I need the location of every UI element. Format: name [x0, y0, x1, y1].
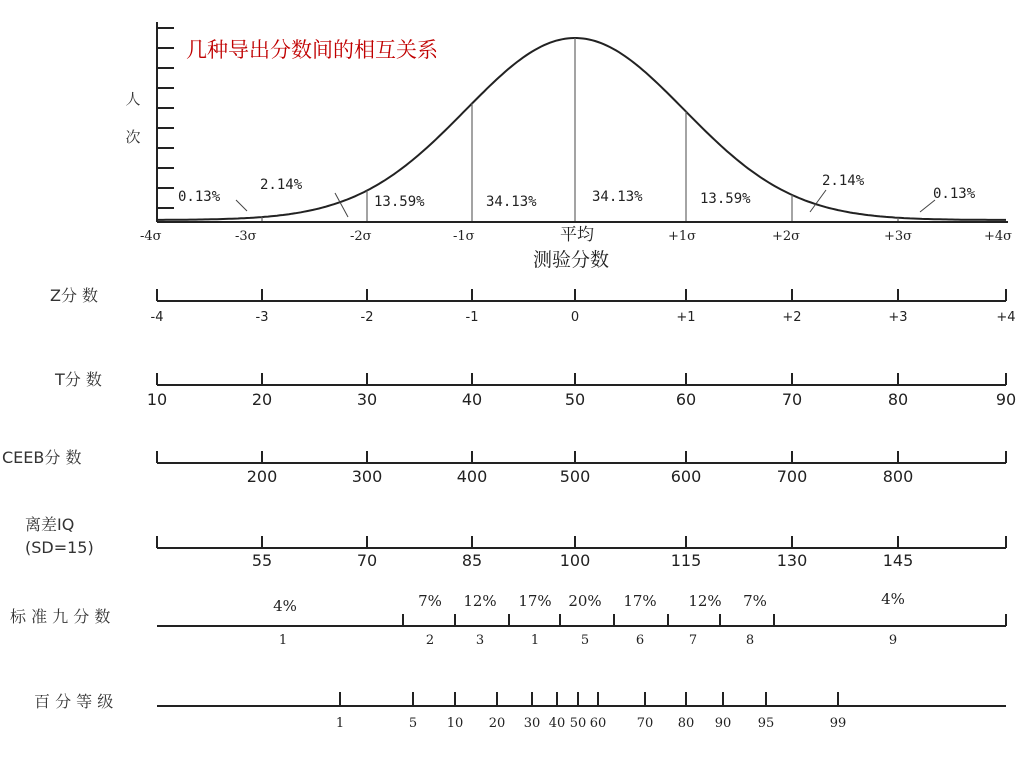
curve-y-ticks	[157, 28, 174, 208]
stanine-percent: 20%	[568, 592, 602, 610]
scale-tick-label: 500	[559, 467, 591, 486]
scale-tick-label: 200	[246, 467, 278, 486]
leader-line	[236, 200, 247, 211]
percentile-tick-label: 1	[335, 716, 345, 731]
percentile-tick-label: 90	[714, 716, 732, 731]
scale-tick-label: +1	[676, 310, 696, 325]
stanine-percent: 17%	[518, 592, 552, 610]
sigma-label: +3σ	[884, 229, 913, 244]
curve-y-label-char: 人	[125, 90, 141, 108]
scale-tick-label: 85	[461, 551, 483, 570]
scale-tick-label: 70	[356, 551, 378, 570]
scale-tick-label: 0	[570, 310, 580, 325]
percentile-tick-label: 30	[523, 716, 541, 731]
stanine-number: 1	[278, 633, 288, 648]
scale-tick-label: 115	[670, 551, 702, 570]
percentile-tick-label: 99	[829, 716, 847, 731]
scale-tick-label: +2	[782, 310, 802, 325]
percentile-tick-label: 10	[446, 716, 464, 731]
scale-tick-label: 300	[351, 467, 383, 486]
scale-tick-label: 145	[882, 551, 914, 570]
stanine-scale	[10, 590, 1006, 648]
sigma-label: -2σ	[350, 229, 372, 244]
stanine-number: 6	[635, 633, 645, 648]
percent-label: 13.59%	[700, 191, 751, 207]
curve-percents	[178, 173, 976, 210]
stanine-number: 8	[745, 633, 755, 648]
stanine-percent: 4%	[273, 597, 297, 615]
sd-divider-lines	[262, 38, 898, 221]
percent-label: 2.14%	[260, 177, 303, 193]
percent-label: 13.59%	[374, 194, 425, 210]
scale-tick-label: 55	[251, 551, 273, 570]
percentile-tick-label: 50	[569, 716, 587, 731]
leader-line	[810, 190, 826, 212]
percentile-label: 百 分 等 级	[34, 692, 114, 711]
scale-tick-label: 800	[882, 467, 914, 486]
stanine-percent: 7%	[743, 592, 767, 610]
sigma-label: -4σ	[140, 229, 162, 244]
scale-row	[50, 286, 1016, 325]
stanine-number: 9	[888, 633, 898, 648]
percentile-tick-label: 80	[677, 716, 695, 731]
scale-tick-label: 50	[564, 390, 586, 409]
stanine-label: 标 准 九 分 数	[10, 607, 111, 626]
scale-tick-label: -2	[360, 310, 374, 325]
stanine-percent: 7%	[418, 592, 442, 610]
percent-leader-lines	[236, 190, 935, 217]
scale-label: CEEB分 数	[2, 448, 82, 467]
scale-label: Z分 数	[50, 286, 99, 305]
scale-tick-label: 40	[461, 390, 483, 409]
scale-tick-label: +4	[996, 310, 1016, 325]
scale-tick-label: 400	[456, 467, 488, 486]
percentile-tick-label: 95	[757, 716, 775, 731]
scale-label-line2: (SD=15)	[25, 538, 94, 557]
stanine-number: 2	[425, 633, 435, 648]
scale-tick-label: 700	[776, 467, 808, 486]
scale-tick-label: 10	[146, 390, 168, 409]
percentile-tick-label: 5	[408, 716, 418, 731]
curve-x-label: 测验分数	[533, 249, 610, 271]
scale-tick-label: 80	[887, 390, 909, 409]
stanine-percent: 4%	[881, 590, 905, 608]
sigma-label: +1σ	[668, 229, 697, 244]
percentile-tick-label: 40	[548, 716, 566, 731]
stanine-number: 3	[475, 633, 485, 648]
sigma-label: +4σ	[984, 229, 1013, 244]
percent-label: 2.14%	[822, 173, 865, 189]
scale-tick-label: 30	[356, 390, 378, 409]
stanine-percent: 17%	[623, 592, 657, 610]
scale-tick-label: 600	[670, 467, 702, 486]
scale-tick-label: 130	[776, 551, 808, 570]
curve-y-label-char: 次	[125, 128, 141, 146]
sigma-labels	[140, 225, 1012, 245]
scale-tick-label: -1	[465, 310, 479, 325]
sigma-label: -3σ	[235, 229, 257, 244]
stanine-percent: 12%	[463, 592, 497, 610]
scale-tick-label: 60	[675, 390, 697, 409]
sigma-label: 平均	[560, 225, 594, 245]
percent-label: 34.13%	[592, 189, 643, 205]
percent-label: 34.13%	[486, 194, 537, 210]
leader-line	[335, 193, 348, 217]
diagram-title: 几种导出分数间的相互关系	[186, 38, 438, 62]
scale-tick-label: 20	[251, 390, 273, 409]
scale-row	[54, 370, 1016, 409]
percentile-tick-label: 60	[589, 716, 607, 731]
stanine-number: 5	[580, 633, 590, 648]
scale-row	[25, 515, 1006, 570]
scale-tick-label: +3	[888, 310, 908, 325]
percent-label: 0.13%	[178, 189, 221, 205]
scale-tick-label: -3	[255, 310, 269, 325]
scale-label: T分 数	[55, 370, 102, 389]
scale-label: 离差IQ	[25, 515, 75, 534]
sigma-label: +2σ	[772, 229, 801, 244]
stanine-number: 1	[530, 633, 540, 648]
scale-tick-label: 90	[995, 390, 1017, 409]
scale-row	[2, 448, 1006, 486]
scale-tick-label: 70	[781, 390, 803, 409]
scale-tick-label: 100	[559, 551, 591, 570]
percentile-tick-label: 20	[488, 716, 506, 731]
scale-tick-label: -4	[150, 310, 164, 325]
percentile-scale	[34, 692, 1006, 731]
derived-score-scales	[2, 286, 1016, 570]
percentile-tick-label: 70	[636, 716, 654, 731]
percent-label: 0.13%	[933, 186, 976, 202]
sigma-label: -1σ	[453, 229, 475, 244]
stanine-percent: 12%	[688, 592, 722, 610]
stanine-number: 7	[688, 633, 698, 648]
